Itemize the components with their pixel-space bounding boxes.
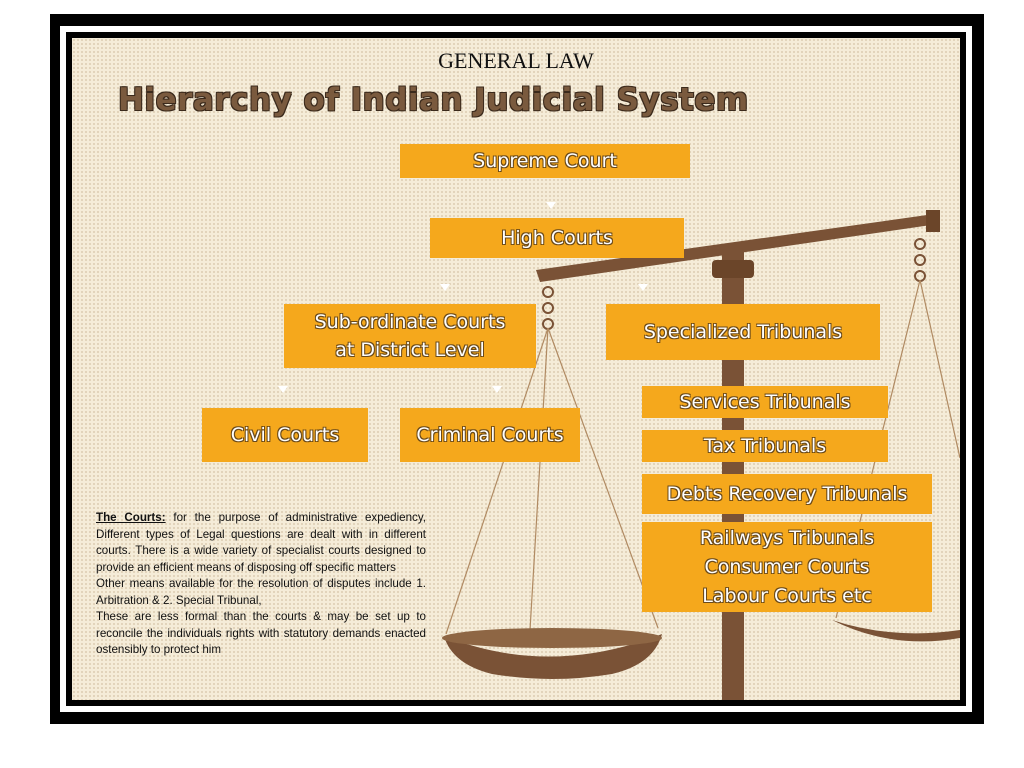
box-criminal-courts: Criminal Courts bbox=[400, 408, 580, 462]
box-debts-recovery-tribunals: Debts Recovery Tribunals bbox=[642, 474, 932, 514]
notes-para-3: These are less formal than the courts & may be set up to reconcile the individuals rights with statutory demands enacted ostensibly to protect him bbox=[96, 610, 426, 656]
box-other-tribunals: Railways Tribunals Consumer Courts Labour Courts etc bbox=[642, 522, 932, 612]
arrow-down-icon bbox=[638, 284, 648, 291]
arrow-down-icon bbox=[440, 284, 450, 291]
box-services-tribunals: Services Tribunals bbox=[642, 386, 888, 418]
arrow-down-icon bbox=[546, 202, 556, 209]
notes-para-2: Other means available for the resolution of disputes include 1. Arbitration & 2. Special Tribunal, bbox=[96, 577, 426, 607]
box-high-courts: High Courts bbox=[430, 218, 684, 258]
box-supreme-court: Supreme Court bbox=[400, 144, 690, 178]
scale-beam-end bbox=[926, 210, 940, 232]
right-scale-pan bbox=[832, 620, 960, 641]
notes-text bbox=[96, 510, 426, 659]
box-specialized-tribunals: Specialized Tribunals bbox=[606, 304, 880, 360]
slide bbox=[72, 38, 960, 700]
page-title: Hierarchy of Indian Judicial System bbox=[118, 82, 749, 118]
arrow-down-icon bbox=[492, 386, 502, 393]
box-subordinate-courts: Sub-ordinate Courts at District Level bbox=[284, 304, 536, 368]
box-civil-courts: Civil Courts bbox=[202, 408, 368, 462]
notes-lead: The Courts: bbox=[96, 511, 166, 524]
notes-para-1 bbox=[96, 510, 426, 576]
scale-pivot bbox=[712, 260, 754, 278]
arrow-down-icon bbox=[278, 386, 288, 393]
header-title: GENERAL LAW bbox=[438, 48, 594, 73]
notes-para-1-text: for the purpose of administrative expediency, Different types of Legal questions are dealt with in different courts. There is a wide variety of specialist courts designed to provide an efficient means of disposing off specific matters bbox=[96, 511, 426, 574]
box-tax-tribunals: Tax Tribunals bbox=[642, 430, 888, 462]
